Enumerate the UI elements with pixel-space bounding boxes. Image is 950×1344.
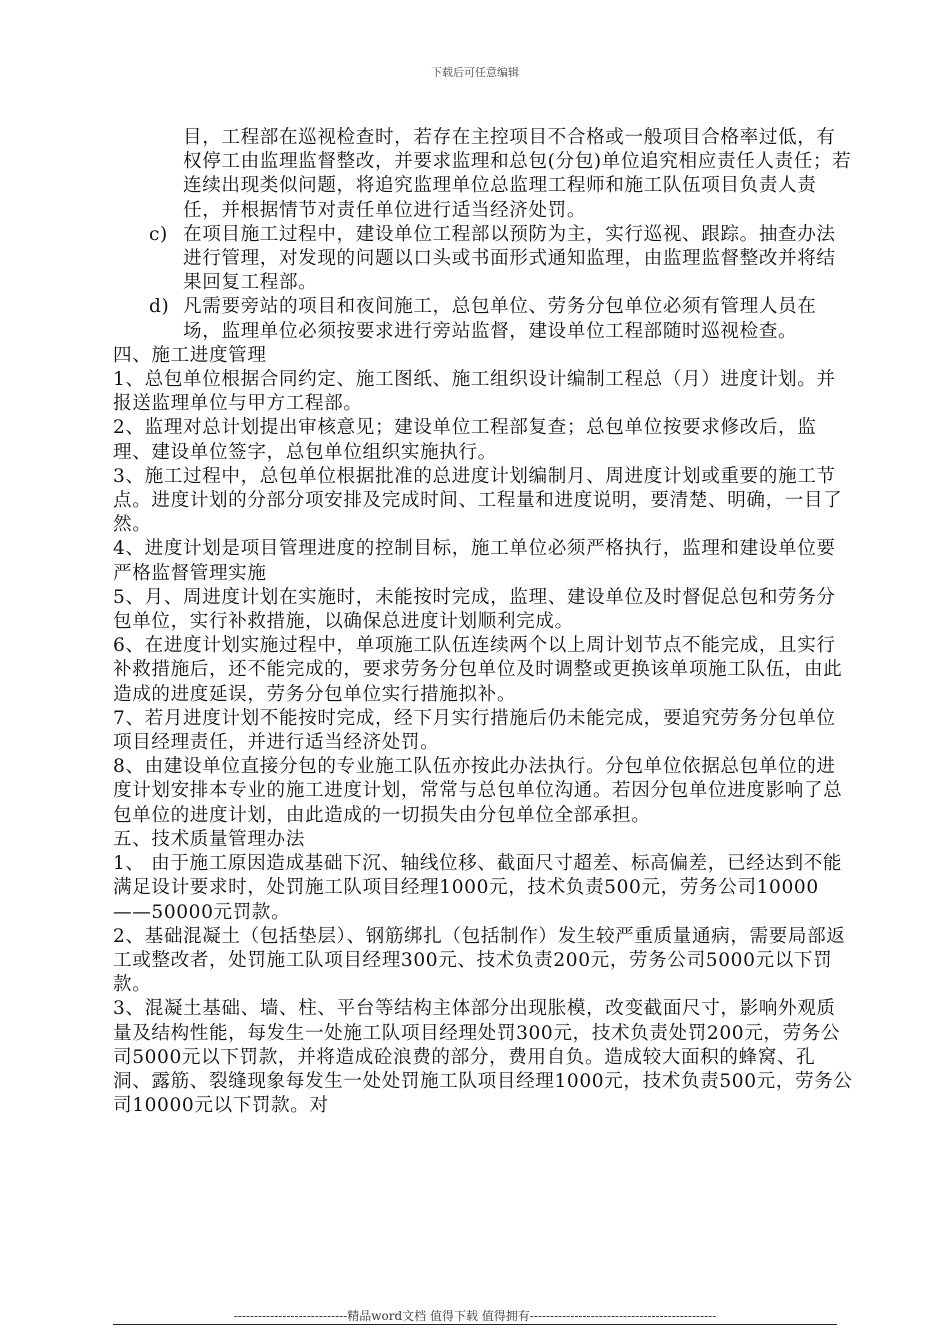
page-footer: ----------------------------精品word文档 值得下载 值得拥有---------------------------------------------- — [233, 1309, 717, 1323]
list-marker-d: d) — [149, 296, 170, 318]
page-header: 下载后可任意编辑 — [431, 66, 519, 79]
section4-item-1: 1、总包单位根据合同约定、施工图纸、施工组织设计编制工程总（月）进度计划。并报送监理单位与甲方工程部。 — [113, 369, 836, 415]
section-heading-4: 四、施工进度管理 — [113, 344, 267, 366]
document-body — [113, 126, 853, 1118]
section4-item-8: 8、由建设单位直接分包的专业施工队伍亦按此办法执行。分包单位依据总包单位的进度计划安排本专业的施工进度计划，常常与总包单位沟通。若因分包单位进度影响了总包单位的进度计划，由此造成的一切损失由分包单位全部承担。 — [113, 756, 843, 826]
list-item-c — [113, 223, 853, 296]
section4-item-2: 2、监理对总计划提出审核意见；建设单位工程部复查；总包单位按要求修改后，监理、建设单位签字，总包单位组织实施执行。 — [113, 417, 817, 463]
list-text-d: 凡需要旁站的项目和夜间施工，总包单位、劳务分包单位必须有管理人员在场，监理单位必须按要求进行旁站监督，建设单位工程部随时巡视检查。 — [183, 296, 817, 342]
list-marker-c: c) — [149, 223, 168, 245]
section5-item-1: 1、 由于施工原因造成基础下沉、轴线位移、截面尺寸超差、标高偏差，已经达到不能满足设计要求时，处罚施工队项目经理1000元，技术负责500元，劳务公司10000——50000元罚款。 — [113, 853, 843, 923]
section4-item-3: 3、施工过程中，总包单位根据批准的总进度计划编制月、周进度计划或重要的施工节点。进度计划的分部分项安排及完成时间、工程量和进度说明，要清楚、明确，一目了然。 — [113, 465, 843, 536]
section4-item-5: 5、月、周进度计划在实施时，未能按时完成，监理、建设单位及时督促总包和劳务分包单位，实行补救措施，以确保总进度计划顺利完成。 — [113, 586, 836, 633]
section-heading-5: 五、技术质量管理办法 — [113, 828, 305, 850]
list-text-c: 在项目施工过程中，建设单位工程部以预防为主，实行巡视、跟踪。抽查办法进行管理，对发现的问题以口头或书面形式通知监理，由监理监督整改并将结果回复工程部。 — [183, 223, 836, 294]
list-item-d — [113, 295, 853, 343]
footer-divider — [113, 1324, 837, 1325]
section4-item-4: 4、进度计划是项目管理进度的控制目标，施工单位必须严格执行，监理和建设单位要严格监督管理实施 — [113, 538, 836, 584]
section5-item-2: 2、基础混凝土（包括垫层）、钢筋绑扎（包括制作）发生较严重质量通病，需要局部返工或整改者，处罚施工队项目经理300元、技术负责200元，劳务公司5000元以下罚款。 — [113, 925, 846, 996]
section5-item-3: 3、混凝土基础、墙、柱、平台等结构主体部分出现胀模，改变截面尺寸，影响外观质量及结构性能，每发生一处施工队项目经理处罚300元，技术负责处罚200元，劳务公司5000元以下罚款，并将造成砼浪费的部分，费用自负。造成较大面积的蜂窝、孔洞、露筋、裂缝现象每发生一处处罚施工队项目经理1000元，技术负责500元，劳务公司10000元以下罚款。对 — [113, 998, 853, 1117]
section4-item-6: 6、在进度计划实施过程中，单项施工队伍连续两个以上周计划节点不能完成，且实行补救措施后，还不能完成的，要求劳务分包单位及时调整或更换该单项施工队伍，由此造成的进度延误，劳务分包单位实行措施拟补。 — [113, 635, 843, 705]
section4-item-7: 7、若月进度计划不能按时完成，经下月实行措施后仍未能完成，要追究劳务分包单位项目经理责任，并进行适当经济处罚。 — [113, 707, 836, 754]
paragraph-continued: 目，工程部在巡视检查时，若存在主控项目不合格或一般项目合格率过低，有权停工由监理监督整改，并要求监理和总包(分包)单位追究相应责任人责任；若连续出现类似问题，将追究监理单位总监理工程师和施工队伍项目负责人责任，并根据情节对责任单位进行适当经济处罚。 — [183, 127, 852, 221]
